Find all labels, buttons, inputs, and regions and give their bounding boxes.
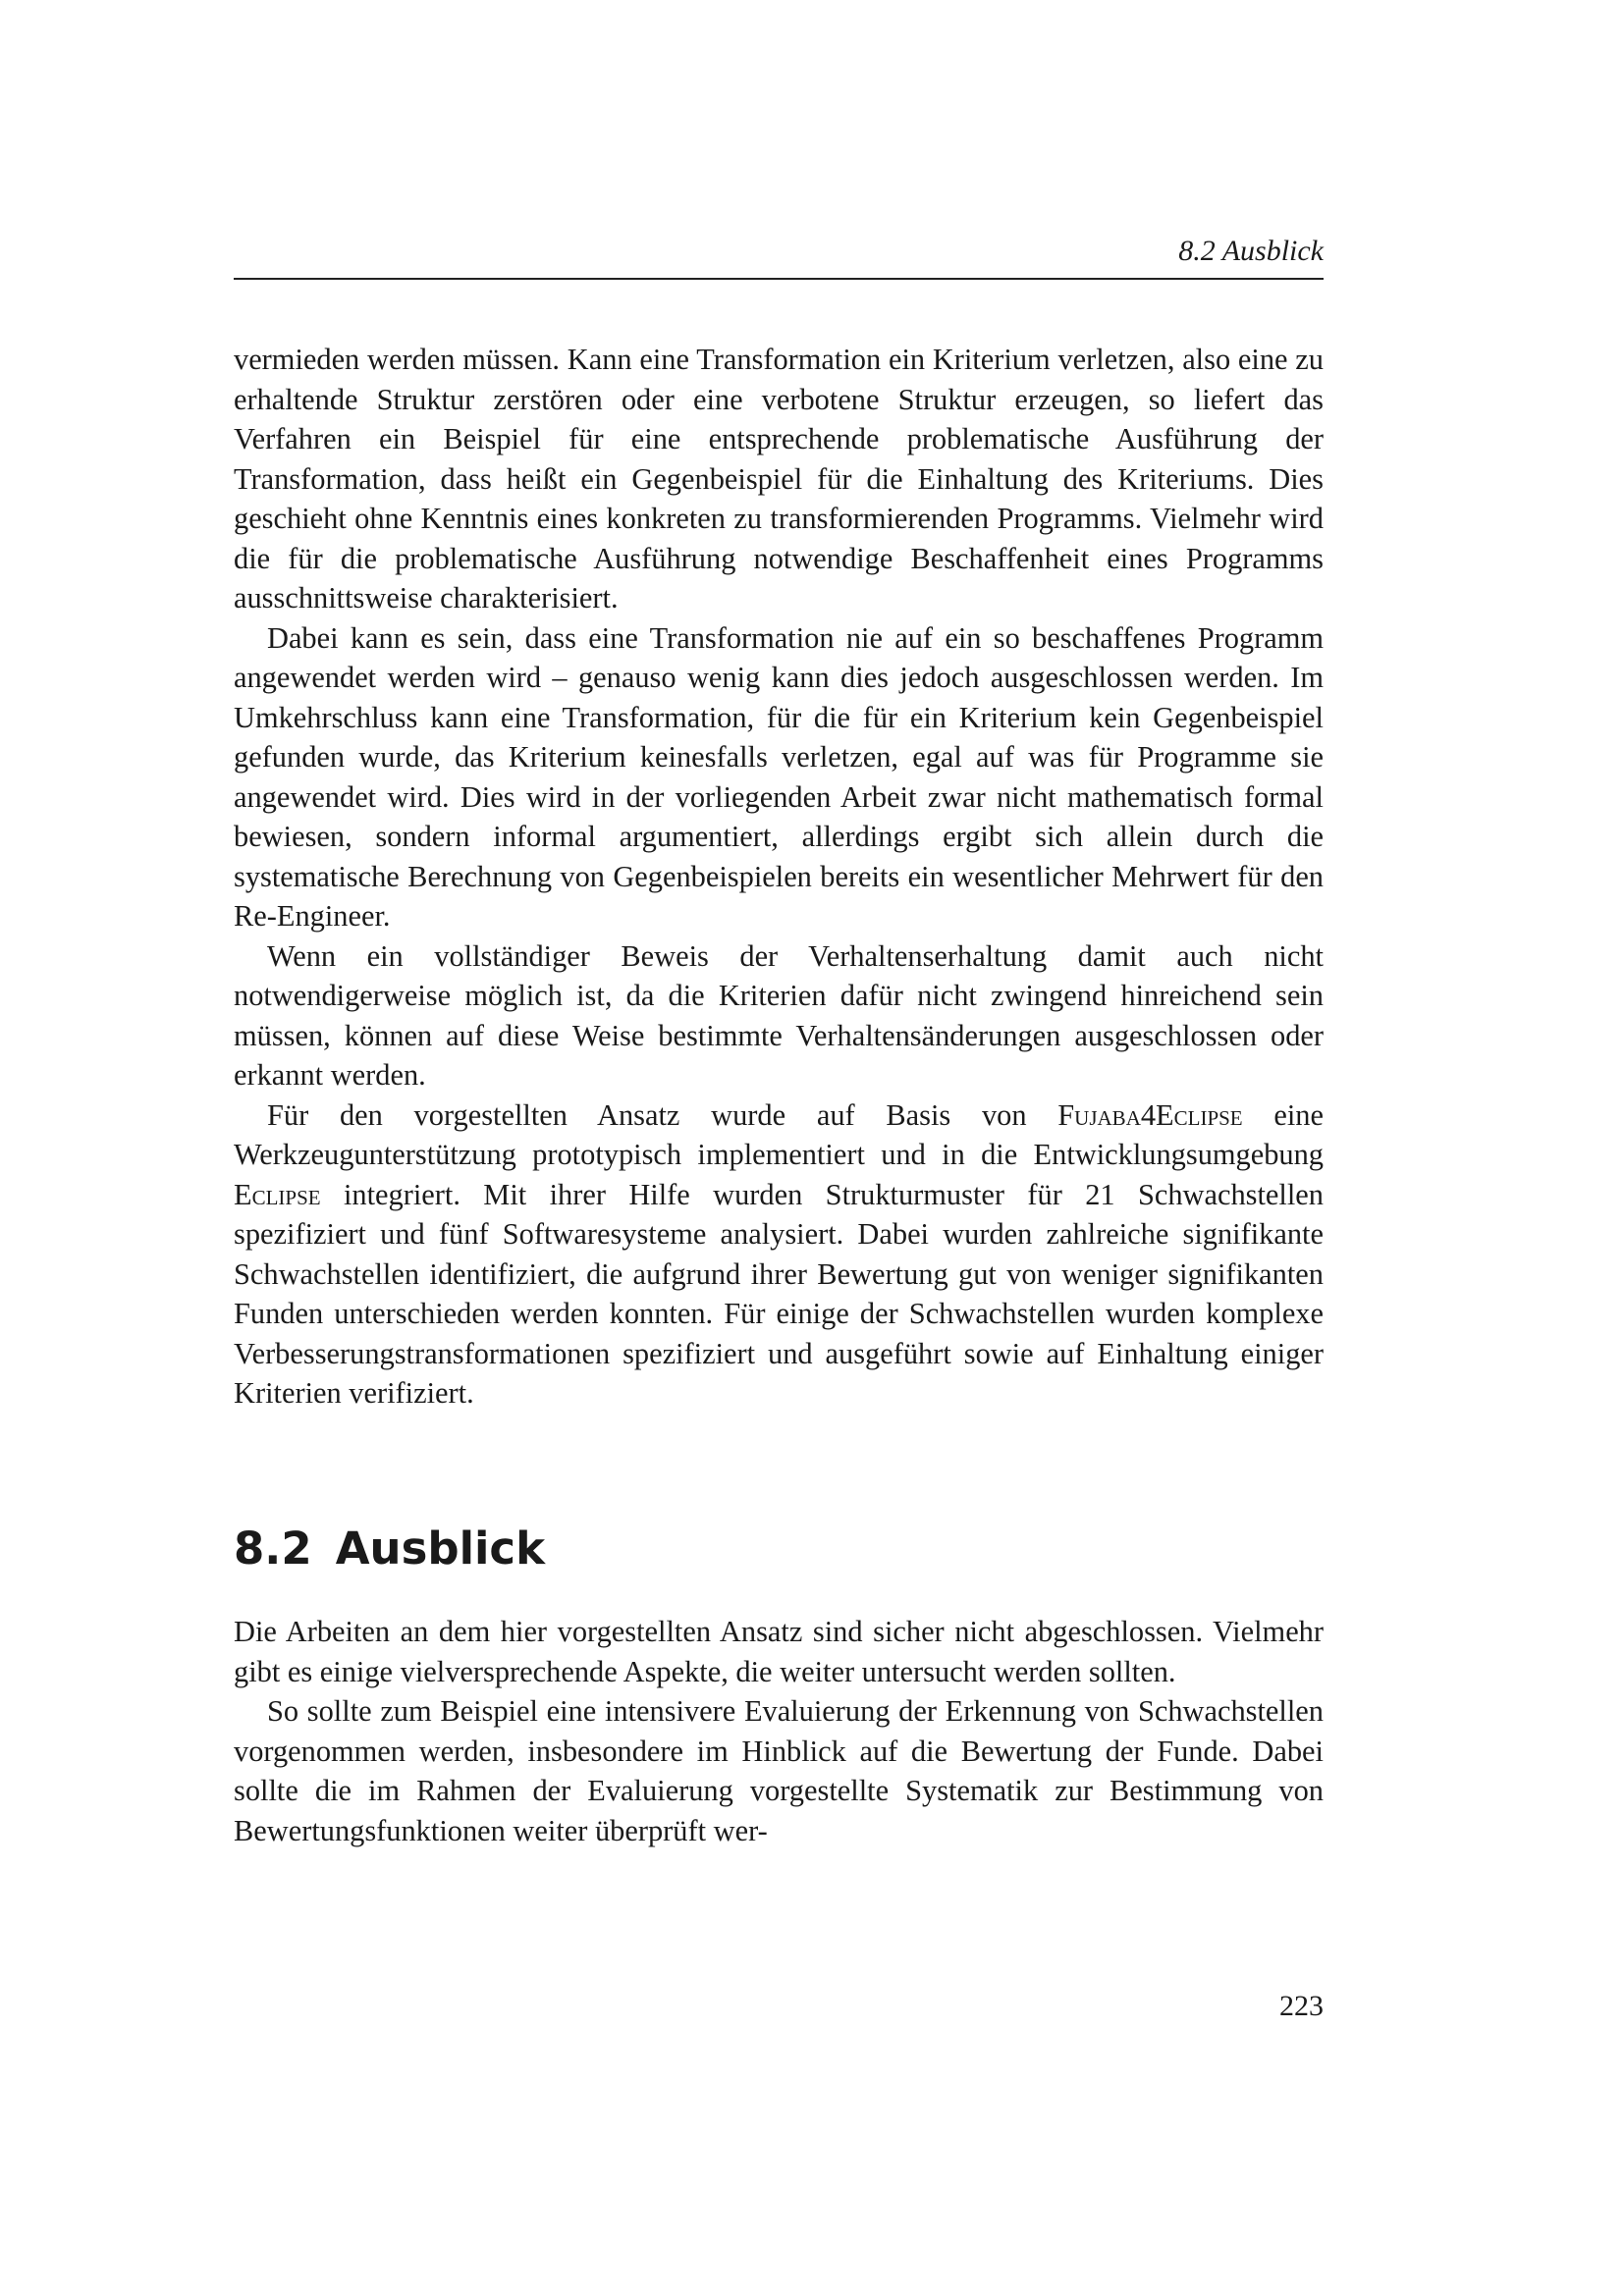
paragraph: Dabei kann es sein, dass eine Transformation nie auf ein so beschaffenes Programm angewendet werden wird – genauso wenig kann dies jedoch ausgeschlossen werden. Im Umkehrschluss kann eine Transformation, für die für ein Kriterium kein Gegenbeispiel gefunden wurde, das Kriterium keinesfalls verletzen, egal auf was für Programme sie angewendet wird. Dies wird in der vorliegenden Arbeit zwar nicht mathematisch formal bewiesen, sondern informal argumentiert, allerdings ergibt sich allein durch die systematische Berechnung von Gegenbeispielen bereits ein wesentlicher Mehrwert für den Re-Engineer. [234, 620, 1324, 933]
section-heading [234, 1520, 1324, 1578]
paragraph: vermieden werden müssen. Kann eine Transformation ein Kriterium verletzen, also eine zu erhaltende Struktur zerstören oder eine verbotene Struktur erzeugen, so liefert das Verfahren ein Beispiel für eine entsprechende problematische Ausführung der Transformation, dass heißt ein Gegenbeispiel für die Einhaltung des Kriteriums. Dies geschieht ohne Kenntnis eines konkreten zu transformierenden Programms. Vielmehr wird die für die problematische Ausführung notwendige Beschaffenheit eines Programms ausschnittsweise charakterisiert. [234, 343, 1324, 614]
tool-name-eclipse: Eclipse [234, 1177, 321, 1211]
tool-name-fujaba: Fujaba4Eclipse [1057, 1097, 1243, 1132]
page-number: 223 [1279, 1990, 1324, 2022]
text-run: eine Werkzeugunterstützung prototypisch implementiert und in die Entwicklungsumgebung [234, 1097, 1324, 1171]
paragraph: Die Arbeiten an dem hier vorgestellten Ansatz sind sicher nicht abgeschlossen. Vielmehr gibt es einige vielversprechende Aspekte, die weiter untersucht werden sollten. [234, 1615, 1324, 1688]
header-rule [234, 278, 1324, 280]
section-number: 8.2 [234, 1522, 312, 1575]
body-text-block [234, 340, 1324, 1414]
section-body-text [234, 1612, 1324, 1850]
paragraph: So sollte zum Beispiel eine intensivere Evaluierung der Erkennung von Schwachstellen vorgenommen werden, insbesondere im Hinblick auf die Bewertung der Funde. Dabei sollte die im Rahmen der Evaluierung vorgestellte Systematik zur Bestimmung von Bewertungsfunktionen weiter überprüft wer- [234, 1694, 1324, 1847]
running-header: 8.2 Ausblick [1178, 235, 1324, 267]
paragraph: Wenn ein vollständiger Beweis der Verhaltenserhaltung damit auch nicht notwendigerweise möglich ist, da die Kriterien dafür nicht zwingend hinreichend sein müssen, können auf diese Weise bestimmte Verhaltensänderungen ausgeschlossen oder erkannt werden. [234, 938, 1324, 1092]
section-title: Ausblick [335, 1522, 546, 1575]
paragraph-tools [234, 1095, 1324, 1414]
text-run: Für den vorgestellten Ansatz wurde auf Basis von [267, 1097, 1058, 1132]
text-run: integriert. Mit ihrer Hilfe wurden Strukturmuster für 21 Schwachstellen spezifiziert und fünf Softwaresysteme analysiert. Dabei wurden zahlreiche signifikante Schwachstellen identifiziert, die aufgrund ihrer Bewertung gut von weniger signifikanten Funden unterschieden werden konnten. Für einige der Schwachstellen wurden komplexe Verbesserungstransformationen spezifiziert und ausgeführt sowie auf Einhaltung einiger Kriterien verifiziert. [234, 1177, 1324, 1410]
